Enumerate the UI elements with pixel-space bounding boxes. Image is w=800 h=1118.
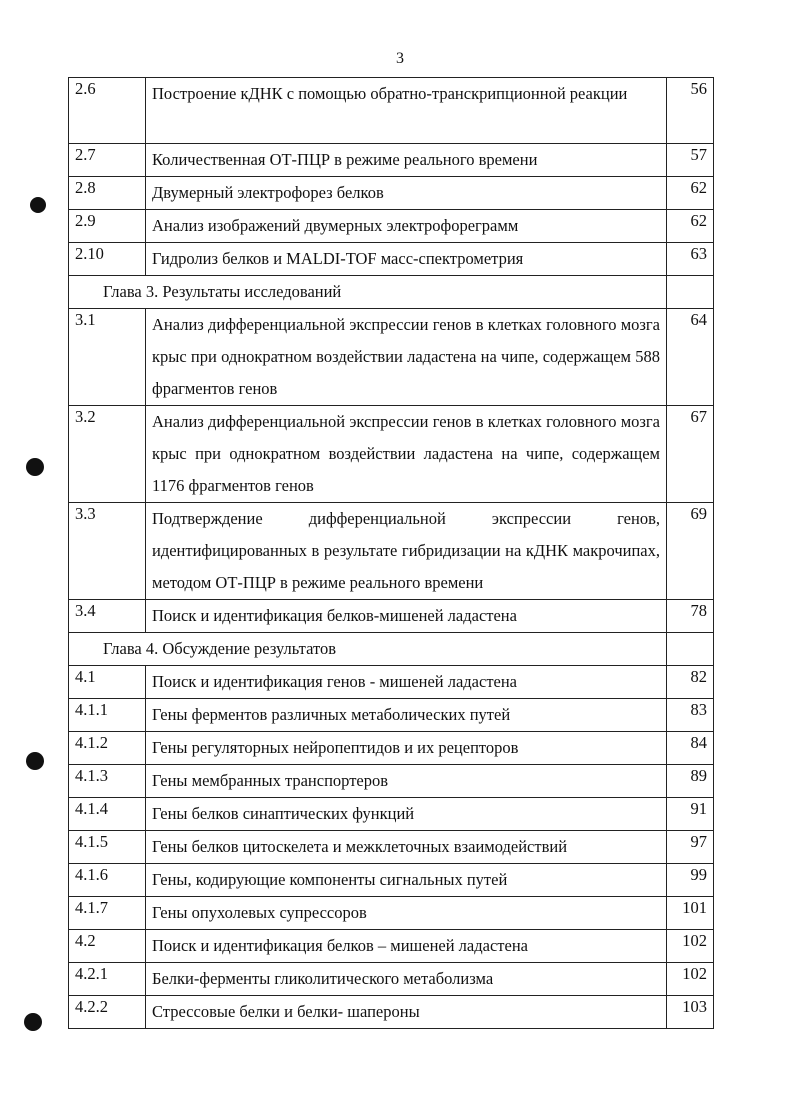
page-ref: 62 bbox=[667, 177, 714, 210]
toc-row bbox=[69, 930, 714, 963]
page-ref: 57 bbox=[667, 144, 714, 177]
section-number: 3.4 bbox=[69, 600, 146, 633]
section-number: 4.2.2 bbox=[69, 996, 146, 1029]
toc-row bbox=[69, 732, 714, 765]
chapter-title: Глава 4. Обсуждение результатов bbox=[69, 633, 667, 666]
section-title: Построение кДНК с помощью обратно-транскрипционной реакции bbox=[146, 78, 667, 144]
page-ref: 103 bbox=[667, 996, 714, 1029]
page-ref: 69 bbox=[667, 503, 714, 600]
section-title: Белки-ферменты гликолитического метаболизма bbox=[146, 963, 667, 996]
page-ref: 62 bbox=[667, 210, 714, 243]
page-ref: 63 bbox=[667, 243, 714, 276]
section-number: 2.7 bbox=[69, 144, 146, 177]
page-ref: 99 bbox=[667, 864, 714, 897]
section-title: Стрессовые белки и белки- шапероны bbox=[146, 996, 667, 1029]
toc-row bbox=[69, 144, 714, 177]
section-number: 4.1.3 bbox=[69, 765, 146, 798]
page-ref: 83 bbox=[667, 699, 714, 732]
section-title: Количественная ОТ-ПЦР в режиме реального времени bbox=[146, 144, 667, 177]
binder-hole-mark bbox=[24, 1013, 42, 1031]
chapter-title: Глава 3. Результаты исследований bbox=[69, 276, 667, 309]
section-title: Поиск и идентификация белков – мишеней ладастена bbox=[146, 930, 667, 963]
section-number: 4.2.1 bbox=[69, 963, 146, 996]
section-title: Анализ изображений двумерных электрофореграмм bbox=[146, 210, 667, 243]
page-ref: 84 bbox=[667, 732, 714, 765]
toc-row bbox=[69, 503, 714, 600]
page-ref: 97 bbox=[667, 831, 714, 864]
toc-row bbox=[69, 406, 714, 503]
section-title: Гены регуляторных нейропептидов и их рецепторов bbox=[146, 732, 667, 765]
section-title: Гены ферментов различных метаболических путей bbox=[146, 699, 667, 732]
section-title: Анализ дифференциальной экспрессии генов в клетках головного мозга крыс при однократном воздействии ладастена на чипе, содержащем 588 фрагментов генов bbox=[146, 309, 667, 406]
chapter-page-cell bbox=[667, 633, 714, 666]
chapter-page-cell bbox=[667, 276, 714, 309]
binder-hole-mark bbox=[26, 458, 44, 476]
binder-hole-mark bbox=[26, 752, 44, 770]
section-number: 4.1.2 bbox=[69, 732, 146, 765]
section-number: 3.3 bbox=[69, 503, 146, 600]
section-title: Гены опухолевых супрессоров bbox=[146, 897, 667, 930]
section-number: 4.1 bbox=[69, 666, 146, 699]
chapter-row bbox=[69, 633, 714, 666]
page-ref: 67 bbox=[667, 406, 714, 503]
toc-row bbox=[69, 210, 714, 243]
toc-row bbox=[69, 897, 714, 930]
toc-row bbox=[69, 78, 714, 144]
page-ref: 78 bbox=[667, 600, 714, 633]
section-number: 3.1 bbox=[69, 309, 146, 406]
toc-row bbox=[69, 996, 714, 1029]
section-title: Двумерный электрофорез белков bbox=[146, 177, 667, 210]
page-ref: 102 bbox=[667, 963, 714, 996]
toc-row bbox=[69, 831, 714, 864]
page-ref: 56 bbox=[667, 78, 714, 144]
section-number: 4.1.7 bbox=[69, 897, 146, 930]
toc-row bbox=[69, 666, 714, 699]
section-title: Гидролиз белков и MALDI-TOF масс-спектрометрия bbox=[146, 243, 667, 276]
section-title: Гены мембранных транспортеров bbox=[146, 765, 667, 798]
toc-row bbox=[69, 177, 714, 210]
section-number: 2.9 bbox=[69, 210, 146, 243]
section-title: Гены белков синаптических функций bbox=[146, 798, 667, 831]
toc-row bbox=[69, 963, 714, 996]
toc-row bbox=[69, 243, 714, 276]
section-title: Гены, кодирующие компоненты сигнальных путей bbox=[146, 864, 667, 897]
section-title: Анализ дифференциальной экспрессии генов в клетках головного мозга крыс при однократном воздействии ладастена на чипе, содержащем 1176 фрагментов генов bbox=[146, 406, 667, 503]
toc-row bbox=[69, 600, 714, 633]
page-ref: 82 bbox=[667, 666, 714, 699]
page-ref: 101 bbox=[667, 897, 714, 930]
chapter-row bbox=[69, 276, 714, 309]
toc-row bbox=[69, 864, 714, 897]
section-number: 4.1.1 bbox=[69, 699, 146, 732]
toc-table bbox=[68, 77, 714, 1029]
section-number: 2.6 bbox=[69, 78, 146, 144]
section-title: Поиск и идентификация генов - мишеней ладастена bbox=[146, 666, 667, 699]
section-title: Подтверждение дифференциальной экспрессии генов, идентифицированных в результате гибридизации на кДНК макрочипах, методом ОТ-ПЦР в режиме реального времени bbox=[146, 503, 667, 600]
toc-row bbox=[69, 765, 714, 798]
section-number: 3.2 bbox=[69, 406, 146, 503]
page-ref: 102 bbox=[667, 930, 714, 963]
page-ref: 64 bbox=[667, 309, 714, 406]
section-number: 4.1.5 bbox=[69, 831, 146, 864]
binder-hole-mark bbox=[30, 197, 46, 213]
toc-row bbox=[69, 798, 714, 831]
page-ref: 91 bbox=[667, 798, 714, 831]
section-title: Гены белков цитоскелета и межклеточных взаимодействий bbox=[146, 831, 667, 864]
page-ref: 89 bbox=[667, 765, 714, 798]
page-number: 3 bbox=[396, 50, 404, 67]
toc-row bbox=[69, 309, 714, 406]
toc-row bbox=[69, 699, 714, 732]
section-number: 4.2 bbox=[69, 930, 146, 963]
section-number: 2.8 bbox=[69, 177, 146, 210]
section-number: 4.1.6 bbox=[69, 864, 146, 897]
section-title: Поиск и идентификация белков-мишеней ладастена bbox=[146, 600, 667, 633]
section-number: 2.10 bbox=[69, 243, 146, 276]
section-number: 4.1.4 bbox=[69, 798, 146, 831]
